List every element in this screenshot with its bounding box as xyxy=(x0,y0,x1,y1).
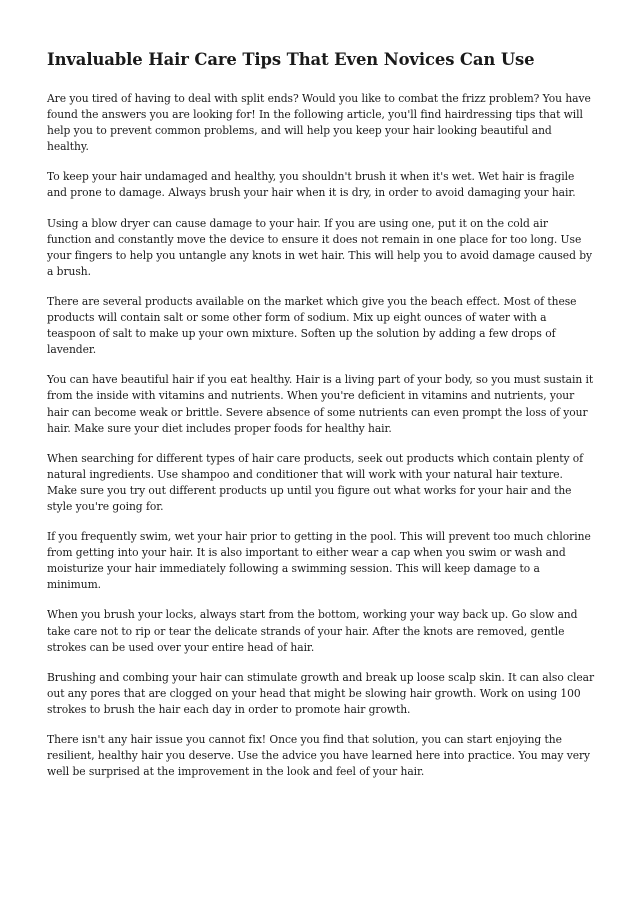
paragraph: Are you tired of having to deal with split ends? Would you like to combat the frizz problem? You have found the answers you are looking for! In the following article, you'll find hairdressing tips that will help you to prevent common problems, and will help you keep your hair looking beautiful and healthy. xyxy=(47,92,591,154)
paragraph: You can have beautiful hair if you eat healthy. Hair is a living part of your body, so you must sustain it from the inside with vitamins and nutrients. When you're deficient in vitamins and nutrients, your hair can become weak or brittle. Severe absence of some nutrients can even prompt the loss of your hair. Make sure your diet includes proper foods for healthy hair. xyxy=(47,373,594,435)
paragraph: There isn't any hair issue you cannot fix! Once you find that solution, you can start enjoying the resilient, healthy hair you deserve. Use the advice you have learned here into practice. You may very well be surprised at the improvement in the look and feel of your hair. xyxy=(47,733,591,779)
document-title: Invaluable Hair Care Tips That Even Novices Can Use xyxy=(47,50,535,69)
paragraph: When you brush your locks, always start from the bottom, working your way back up. Go slow and take care not to rip or tear the delicate strands of your hair. After the knots are removed, gentle strokes can be used over your entire head of hair. xyxy=(47,608,578,654)
paragraph: If you frequently swim, wet your hair prior to getting in the pool. This will prevent too much chlorine from getting into your hair. It is also important to either wear a cap when you swim or wash and moisturize your hair immediately following a swimming session. This will keep damage to a minimum. xyxy=(47,530,591,592)
paragraph: Using a blow dryer can cause damage to your hair. If you are using one, put it on the cold air function and constantly move the device to ensure it does not remain in one place for too long. Use your fingers to help you untangle any knots in wet hair. This will help you to avoid damage caused by a brush. xyxy=(47,216,593,278)
document-page xyxy=(47,49,595,794)
paragraph: To keep your hair undamaged and healthy, you shouldn't brush it when it's wet. Wet hair is fragile and prone to damage. Always brush your hair when it is dry, in order to avoid damaging your hair. xyxy=(47,170,576,200)
paragraph: When searching for different types of hair care products, seek out products which contain plenty of natural ingredients. Use shampoo and conditioner that will work with your natural hair texture. Make sure you try out different products up until you figure out what works for your hair and the style you're going for. xyxy=(47,451,584,513)
paragraph: There are several products available on the market which give you the beach effect. Most of these products will contain salt or some other form of sodium. Mix up eight ounces of water with a teaspoon of salt to make up your own mixture. Soften up the solution by adding a few drops of lavender. xyxy=(47,294,577,357)
paragraph: Brushing and combing your hair can stimulate growth and break up loose scalp skin. It can also clear out any pores that are clogged on your head that might be slowing hair growth. Work on using 100 strokes to brush the hair each day in order to promote hair growth. xyxy=(47,670,595,716)
